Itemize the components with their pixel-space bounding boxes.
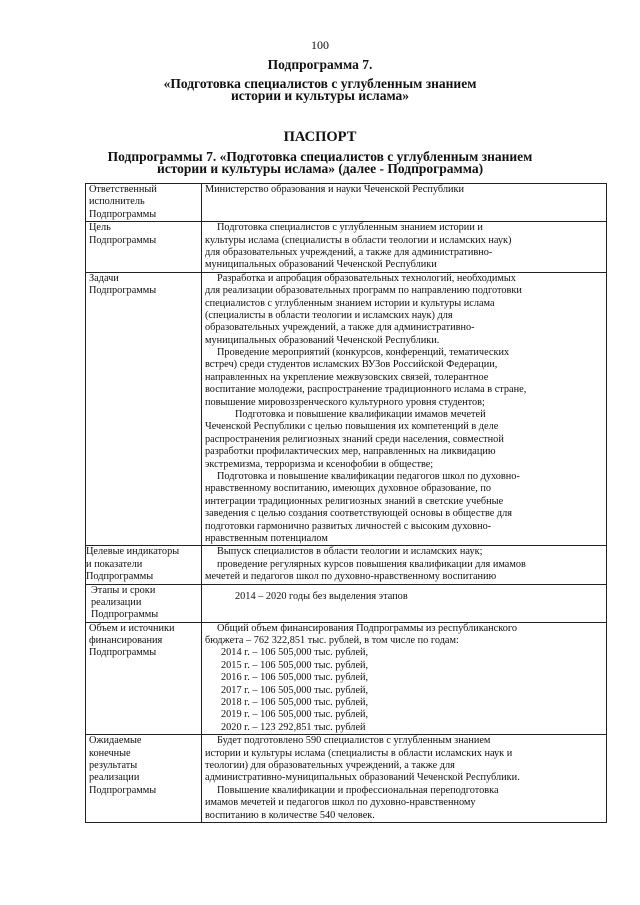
row-label	[86, 584, 202, 622]
label-line: Ожидаемые	[89, 735, 142, 747]
subprogram-title-line: истории и культуры ислама»	[230, 88, 410, 104]
label-line: реализации	[91, 596, 142, 608]
content-line: распространения религиозных знаний среди населения, совместной	[205, 433, 504, 445]
row-content	[202, 622, 607, 735]
content-line: воспитание молодежи, распространение традиционного ислама в стране,	[205, 384, 527, 396]
content-line: Будет подготовлено 590 специалистов с углубленным знанием	[217, 735, 491, 747]
content-line: Разработка и апробация образовательных технологий, необходимых	[217, 272, 516, 284]
subprogram-title-line: «Подготовка специалистов с углубленным знанием	[163, 76, 477, 91]
content-line: 2016 г. – 106 505,000 тыс. рублей,	[221, 672, 369, 684]
content-line: встреч) среди студентов исламских ВУЗов Российской Федерации,	[205, 359, 498, 371]
content-line: интеграции традиционных религиозных знаний в светские учебные	[205, 495, 504, 507]
label-line: Ответственный	[89, 184, 157, 195]
label-line: Объем и источники	[89, 622, 175, 634]
row-content	[202, 735, 607, 823]
label-line: исполнитель	[89, 196, 145, 208]
content-line: проведение регулярных курсов повышения квалификации для имамов	[217, 558, 526, 570]
content-line: 2015 г. – 106 505,000 тыс. рублей,	[221, 659, 369, 671]
row-content	[202, 584, 607, 622]
content-line: 2014 – 2020 годы без выделения этапов	[235, 590, 408, 602]
label-line: Подпрограммы	[89, 234, 157, 246]
row-content	[202, 546, 607, 584]
content-line: административно-муниципальных образований Чеченской Республики.	[205, 772, 520, 784]
label-line: Подпрограммы	[89, 647, 157, 659]
label-line: Подпрограммы	[89, 208, 157, 220]
content-line: направленных на укрепление межвузовских связей, толерантное	[205, 371, 489, 383]
content-line: культуры ислама (специалисты в области теологии и исламских наук)	[205, 234, 512, 246]
content-line: Чеченской Республики с целью повышения их компетенций в деле	[205, 421, 499, 433]
passport-table	[85, 183, 607, 823]
passport-title-line: Подпрограммы 7. «Подготовка специалистов с углубленным знанием	[107, 149, 533, 164]
label-line: финансирования	[89, 635, 163, 647]
content-line: заведения с целью создания соответствующей основы в обществе для	[205, 508, 513, 520]
page-number: 100	[311, 38, 329, 52]
content-line: Проведение мероприятий (конкурсов, конференций, тематических	[217, 347, 510, 359]
content-line: Выпуск специалистов в области теологии и исламских наук;	[217, 546, 483, 558]
content-line: повышение мировоззренческого культурного уровня студентов;	[205, 396, 485, 408]
content-line: специалистов с углубленным знанием истории и культуры ислама	[205, 297, 495, 309]
content-line: образовательных учреждений, а также для административно-	[205, 322, 475, 334]
content-line: муниципальных образований Чеченской Республики	[205, 259, 437, 271]
content-line: разработки профилактических мер, направленных на ликвидацию	[205, 446, 496, 458]
content-line: мечетей и педагогов школ по духовно-нравственному воспитанию	[205, 571, 497, 583]
content-line: 2017 г. – 106 505,000 тыс. рублей,	[221, 684, 369, 696]
row-content	[202, 184, 607, 222]
row-label	[86, 735, 202, 823]
subprogram-title	[60, 77, 580, 102]
label-line: и показатели	[86, 558, 143, 570]
content-line: подготовки гармонично развитых личностей с высоким духовно-	[205, 520, 492, 532]
row-label	[86, 622, 202, 735]
label-line: Подпрограммы	[86, 571, 154, 583]
content-line: муниципальных образований Чеченской Республики.	[205, 334, 440, 346]
label-line: Подпрограммы	[91, 609, 159, 621]
table-row-indicators	[86, 546, 607, 584]
content-line: 2019 г. – 106 505,000 тыс. рублей,	[221, 709, 369, 721]
content-line: 2018 г. – 106 505,000 тыс. рублей,	[221, 697, 369, 709]
label-line: результаты	[89, 759, 138, 771]
row-content	[202, 272, 607, 546]
content-line: 2014 г. – 106 505,000 тыс. рублей,	[221, 647, 369, 659]
label-line: реализации	[89, 772, 140, 784]
content-line: имамов мечетей и педагогов школ по духовно-нравственному	[205, 797, 476, 809]
content-line: Подготовка и повышение квалификации педагогов школ по духовно-	[217, 470, 520, 482]
label-line: Цель	[89, 222, 111, 234]
content-line: истории и культуры ислама (специалисты в области исламских наук и	[205, 747, 513, 759]
row-label	[86, 546, 202, 584]
table-row-goal	[86, 222, 607, 273]
content-line: Повышение квалификации и профессиональная переподготовка	[217, 784, 499, 796]
content-line: Подготовка и повышение квалификации имамов мечетей	[235, 409, 486, 421]
content-line: для образовательных учреждений, а также для административно-	[205, 246, 493, 258]
table-row-results	[86, 735, 607, 823]
table-row-executor	[86, 184, 607, 222]
label-line: Целевые индикаторы	[86, 546, 180, 558]
content-line: (специалисты в области теологии и исламских наук) для	[205, 309, 453, 321]
table-row-funding	[86, 622, 607, 735]
content-line: Общий объем финансирования Подпрограммы из республиканского	[217, 622, 517, 634]
subprogram-heading: Подпрограмма 7.	[267, 57, 373, 72]
row-label	[86, 184, 202, 222]
label-line: конечные	[89, 747, 131, 759]
content-line: бюджета – 762 322,851 тыс. рублей, в том числе по годам:	[205, 635, 459, 647]
label-line: Подпрограммы	[89, 285, 157, 297]
content-line: нравственным потенциалом	[205, 532, 328, 544]
label-line: Этапы и сроки	[91, 584, 156, 596]
content-line: 2020 г. – 123 292,851 тыс. рублей	[221, 721, 366, 733]
passport-title-line: истории и культуры ислама» (далее - Подпрограмма)	[156, 161, 484, 177]
content-line: Министерство образования и науки Чеченской Республики	[205, 184, 465, 195]
passport-heading: ПАСПОРТ	[283, 129, 357, 145]
label-line: Задачи	[89, 272, 119, 284]
content-line: экстремизма, терроризма и ксенофобии в обществе;	[205, 458, 434, 470]
row-label	[86, 222, 202, 273]
passport-title	[60, 150, 580, 175]
content-line: теологии) для образовательных учреждений, а также для	[205, 759, 455, 771]
content-line: нравственному воспитанию, имеющих духовное образование, по	[205, 483, 492, 495]
content-line: воспитанию в количестве 540 человек.	[205, 809, 375, 821]
row-content	[202, 222, 607, 273]
row-label	[86, 272, 202, 546]
label-line: Подпрограммы	[89, 784, 157, 796]
content-line: Подготовка специалистов с углубленным знанием истории и	[217, 222, 483, 234]
table-row-tasks	[86, 272, 607, 546]
table-row-stages	[86, 584, 607, 622]
content-line: для реализации образовательных программ по направлению подготовки	[205, 285, 522, 297]
